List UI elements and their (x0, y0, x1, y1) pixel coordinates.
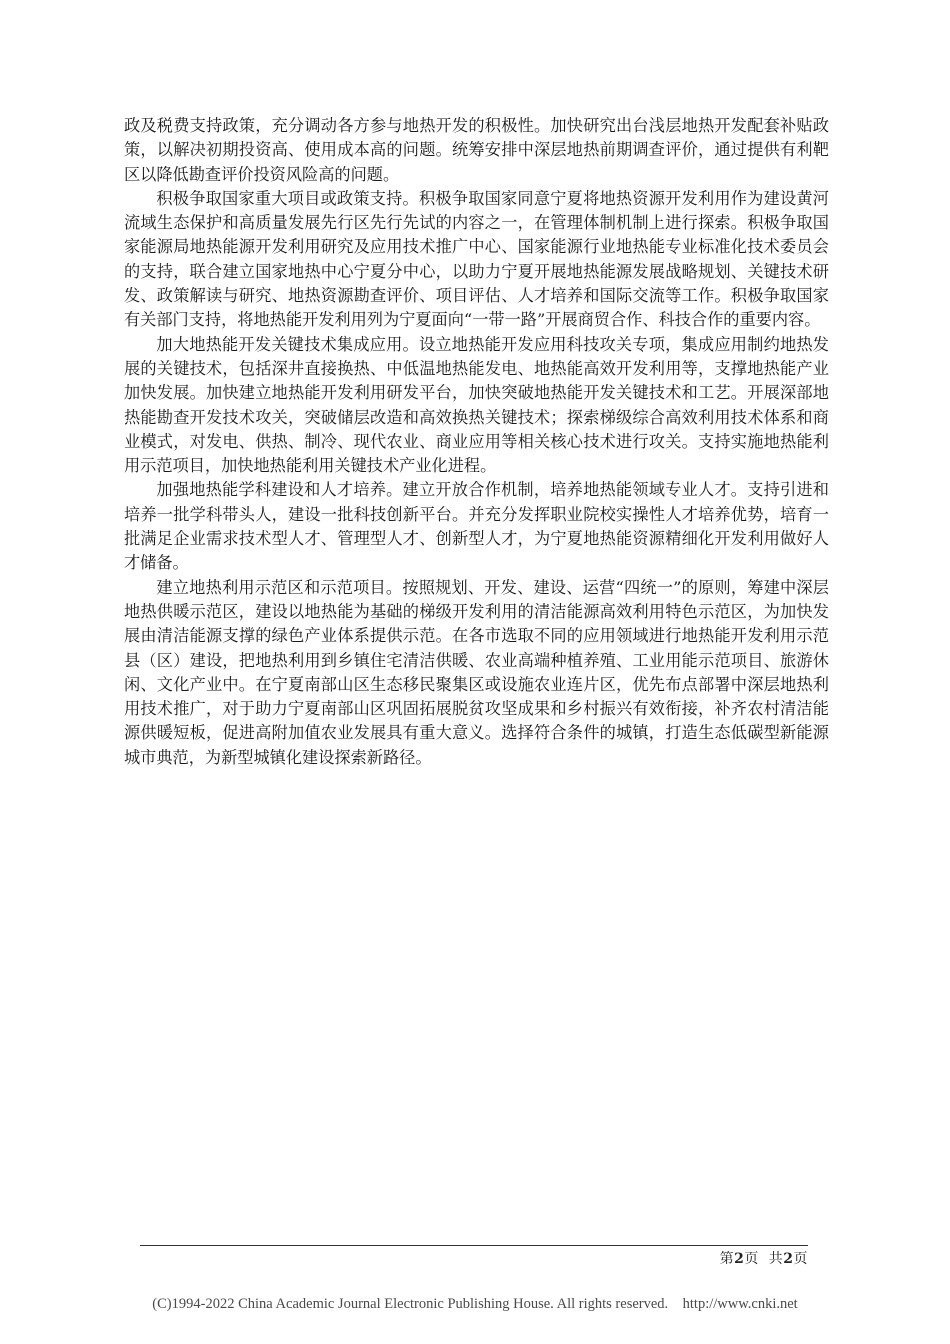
copyright-notice: (C)1994-2022 China Academic Journal Electronic Publishing House. All rights reserved. http://www.cnki.net (152, 1296, 798, 1312)
paragraph: 积极争取国家重大项目或政策支持。积极争取国家同意宁夏将地热资源开发利用作为建设黄河流域生态保护和高质量发展先行区先行先试的内容之一，在管理体制机制上进行探索。积极争取国家能源局地热能源开发利用研究及应用技术推广中心、国家能源行业地热能专业标准化技术委员会的支持，联合建立国家地热中心宁夏分中心，以助力宁夏开展地热能源发展战略规划、关键技术研发、政策解读与研究、地热资源勘查评价、项目评估、人才培养和国际交流等工作。积极争取国家有关部门支持，将地热能开发利用列为宁夏面向“一带一路”开展商贸合作、科技合作的重要内容。 (124, 188, 829, 330)
total-pages: 2 (783, 1251, 794, 1267)
page-suffix: 页 (793, 1251, 808, 1267)
page-number (720, 1248, 808, 1268)
page-prefix: 第 (719, 1251, 735, 1267)
paragraph: 加强地热能学科建设和人才培养。建立开放合作机制，培养地热能领域专业人才。支持引进和培养一批学科带头人，建设一批科技创新平台。并充分发挥职业院校实操性人才培养优势，培育一批满足企业需求技术型人才、管理型人才、创新型人才，为宁夏地热能资源精细化开发利用做好人才储备。 (124, 480, 829, 573)
current-page: 2 (734, 1251, 745, 1267)
paragraph: 政及税费支持政策，充分调动各方参与地热开发的积极性。加快研究出台浅层地热开发配套补贴政策，以解决初期投资高、使用成本高的问题。统筹安排中深层地热前期调查评价，通过提供有利靶区以降低勘查评价投资风险高的问题。 (124, 116, 829, 184)
article-body (124, 114, 829, 770)
paragraph: 建立地热利用示范区和示范项目。按照规划、开发、建设、运营“四统一”的原则，筹建中深层地热供暖示范区，建设以地热能为基础的梯级开发利用的清洁能源高效利用特色示范区，为加快发展由清洁能源支撑的绿色产业体系提供示范。在各市选取不同的应用领域进行地热能开发利用示范县（区）建设，把地热利用到乡镇住宅清洁供暖、农业高端种植养殖、工业用能示范项目、旅游休闲、文化产业中。在宁夏南部山区生态移民聚集区或设施农业连片区，优先布点部署中深层地热利用技术推广，对于助力宁夏南部山区巩固拓展脱贫攻坚成果和乡村振兴有效衔接，补齐农村清洁能源供暖短板，促进高附加值农业发展具有重大意义。选择符合条件的城镇，打造生态低碳型新能源城市典范，为新型城镇化建设探索新路径。 (124, 577, 829, 767)
footer-divider (140, 1245, 808, 1246)
page-mid: 页 共 (744, 1251, 784, 1267)
paragraph: 加大地热能开发关键技术集成应用。设立地热能开发应用科技攻关专项，集成应用制约地热发展的关键技术，包括深井直接换热、中低温地热能发电、地热能高效开发利用等，支撑地热能产业加快发展。加快建立地热能开发利用研发平台，加快突破地热能开发关键技术和工艺。开展深部地热能勘查开发技术攻关，突破储层改造和高效换热关键技术；探索梯级综合高效利用技术体系和商业模式，对发电、供热、制冷、现代农业、商业应用等相关核心技术进行攻关。支持实施地热能利用示范项目，加快地热能利用关键技术产业化进程。 (124, 334, 829, 476)
